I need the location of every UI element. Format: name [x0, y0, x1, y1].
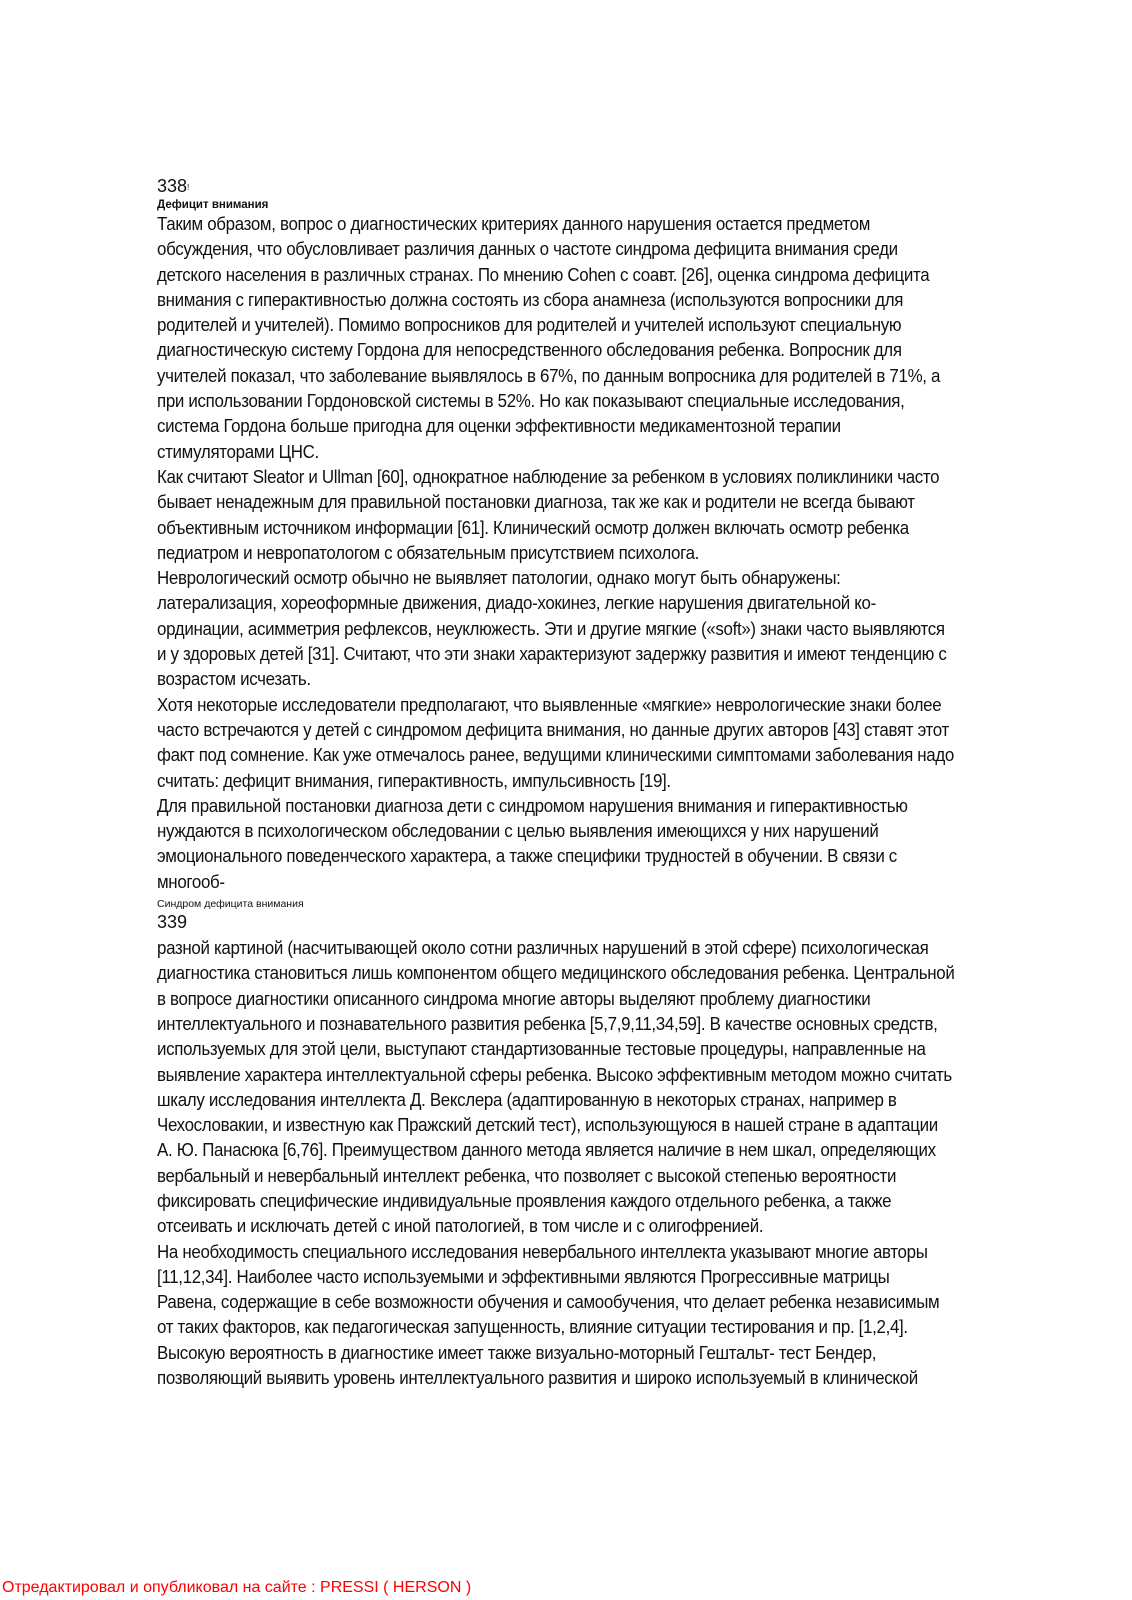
text-line: Чехословакии, и известную как Пражский детский тест), использующуюся в нашей стране в адаптации — [157, 1115, 938, 1136]
page-number-339: 339 — [157, 912, 188, 933]
text-line: фиксировать специфические индивидуальные проявления каждого отдельного ребенка, а также — [157, 1190, 892, 1211]
text-line: Таким образом, вопрос о диагностических критериях данного нарушения остается предметом — [157, 214, 871, 234]
text-line: отсеивать и исключать детей с иной патологией, в том числе и с олигофренией. — [157, 1216, 764, 1237]
text-line: диагностика становиться лишь компонентом общего медицинского обследования ребенка. Центральной — [157, 963, 955, 984]
text-line: нуждаются в психологическом обследовании с целью выявления имеющихся у них нарушений — [157, 821, 879, 842]
text-line: часто встречаются у детей с синдромом дефицита внимания, но данные других авторов [43] ставят этот — [157, 719, 949, 740]
page-mark: ! — [187, 183, 190, 192]
text-line: внимания с гиперактивностью должна состоять из сбора анамнеза (используются вопросники для — [157, 289, 904, 310]
text-line: система Гордона больше пригодна для оценки эффективности медикаментозной терапии — [157, 416, 841, 437]
text-line: На необходимость специального исследования невербального интеллекта указывают многие авторы — [157, 1241, 928, 1262]
body-text-page-339 — [157, 936, 1057, 1391]
text-line: Для правильной постановки диагноза дети с синдромом нарушения внимания и гиперактивностью — [157, 795, 908, 816]
text-line: шкалу исследования интеллекта Д. Векслера (адаптированную в некоторых странах, например в — [157, 1089, 897, 1110]
text-line: многооб- — [157, 871, 225, 892]
text-line: бывает ненадежным для правильной постановки диагноза, так же как и родители не всегда бывают — [157, 492, 915, 513]
text-line: выявление характера интеллектуальной сферы ребенка. Высоко эффективным методом можно считать — [157, 1064, 952, 1085]
text-line: учителей показал, что заболевание выявлялось в 67%, по данным вопросника для родителей в 71%, а — [157, 365, 941, 386]
text-line: считать: дефицит внимания, гиперактивность, импульсивность [19]. — [157, 770, 671, 791]
text-line: детского населения в различных странах. По мнению Cohen с соавт. [26], оценка синдрома дефицита — [157, 264, 930, 285]
text-line: стимуляторами ЦНС. — [157, 441, 319, 462]
text-line: разной картиной (насчитывающей около сотни различных нарушений в этой сфере) психологическая — [157, 938, 929, 959]
page-number: 338! — [157, 176, 190, 196]
text-line: диагностическую систему Гордона для непосредственного обследования ребенка. Вопросник для — [157, 340, 902, 361]
body-text-page-338 — [157, 212, 1057, 895]
text-line: в вопросе диагностики описанного синдрома многие авторы выделяют проблему диагностики — [157, 988, 871, 1009]
text-line: ординации, асимметрия рефлексов, неуклюжесть. Эти и другие мягкие («soft») знаки часто выявляются — [157, 618, 945, 639]
text-line: Неврологический осмотр обычно не выявляет патологии, однако могут быть обнаружены: — [157, 568, 841, 589]
text-line: Как считают Sleator и Ullman [60], однократное наблюдение за ребенком в условиях поликлиники часто — [157, 466, 940, 487]
text-line: Хотя некоторые исследователи предполагают, что выявленные «мягкие» неврологические знаки более — [157, 694, 942, 715]
text-line: вербальный и невербальный интеллект ребенка, что позволяет с высокой степенью вероятности — [157, 1165, 897, 1186]
text-line: обсуждения, что обусловливает различия данных о частоте синдрома дефицита внимания среди — [157, 239, 898, 260]
text-line: латерализация, хореоформные движения, диадо-хокинез, легкие нарушения двигательной ко- — [157, 593, 876, 614]
text-line: факт под сомнение. Как уже отмечалось ранее, ведущими клиническими симптомами заболевания надо — [157, 745, 955, 766]
publisher-credit: Отредактировал и опубликовал на сайте : PRESSI ( HERSON ) — [2, 1579, 472, 1596]
text-line: родителей и учителей). Помимо вопросников для родителей и учителей используют специальную — [157, 315, 902, 336]
document-page — [157, 174, 1057, 1391]
running-foot: Синдром дефицита внимания — [157, 898, 304, 911]
running-head: Дефицит внимания — [157, 199, 269, 211]
text-line: используемых для этой цели, выступают стандартизованные тестовые процедуры, направленные на — [157, 1039, 926, 1060]
text-line: и у здоровых детей [31]. Считают, что эти знаки характеризуют задержку развития и имеют тенденцию с — [157, 644, 947, 665]
text-line: интеллектуального и познавательного развития ребенка [5,7,9,11,34,59]. В качестве основных средств, — [157, 1013, 938, 1034]
text-line: А. Ю. Панасюка [6,76]. Преимуществом данного метода является наличие в нем шкал, определяющих — [157, 1140, 936, 1161]
text-line: объективным источником информации [61]. Клинический осмотр должен включать осмотр ребенка — [157, 517, 909, 538]
text-line: от таких факторов, как педагогическая запущенность, влияние ситуации тестирования и пр. [1,2,4]. — [157, 1317, 908, 1338]
text-line: возрастом исчезать. — [157, 669, 311, 690]
text-line: Равена, содержащие в себе возможности обучения и самообучения, что делает ребенка независимым — [157, 1292, 940, 1313]
text-line: Высокую вероятность в диагностике имеет также визуально-моторный Гештальт- тест Бендер, — [157, 1342, 877, 1363]
text-line: [11,12,34]. Наиболее часто используемыми и эффективными являются Прогрессивные матрицы — [157, 1266, 890, 1287]
text-line: позволяющий выявить уровень интеллектуального развития и широко используемый в клинической — [157, 1368, 918, 1389]
text-line: эмоционального поведенческого характера, а также специфики трудностей в обучении. В связи с — [157, 846, 897, 867]
text-line: при использовании Гордоновской системы в 52%. Но как показывают специальные исследования, — [157, 391, 905, 412]
text-line: педиатром и невропатологом с обязательным присутствием психолога. — [157, 542, 700, 563]
